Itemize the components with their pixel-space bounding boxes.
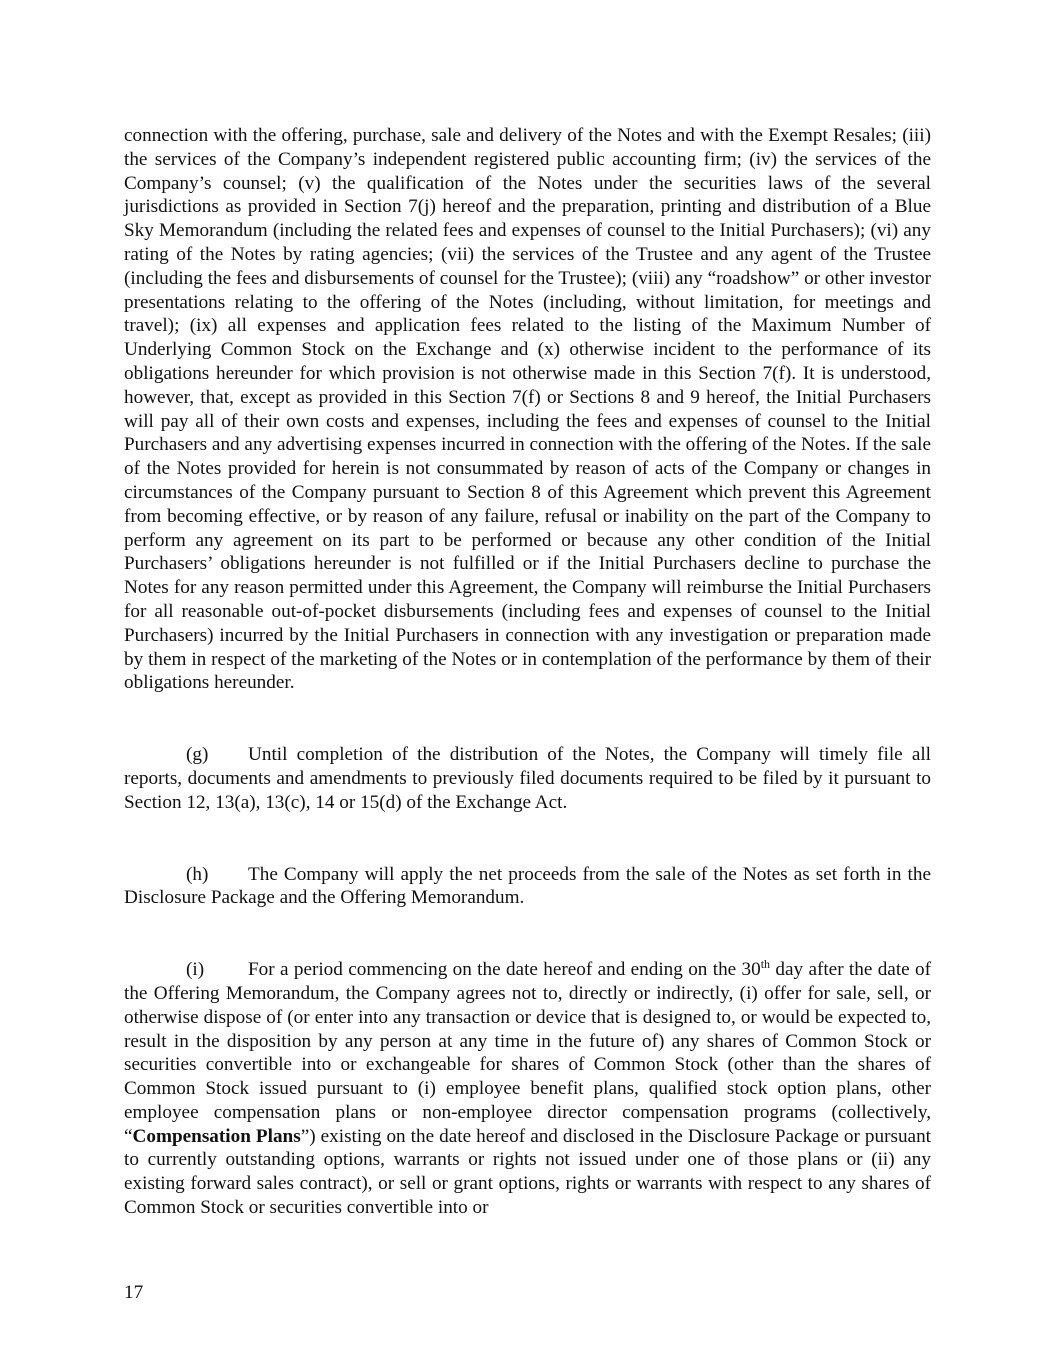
paragraph-i-label: (i) [186,959,205,981]
paragraph-g [124,743,931,814]
page-number: 17 [124,1282,144,1303]
paragraph-h-label: (h) [186,863,209,885]
defined-term-compensation-plans: Compensation Plans [132,1125,301,1147]
document-page [124,124,931,1220]
paragraph-h [124,863,931,911]
ordinal-suffix: th [760,957,771,972]
paragraph-h-text: The Company will apply the net proceeds from the sale of the Notes as set forth in the Disclosure Package and the Offering Memorandum. [124,863,931,909]
paragraph-g-text: Until completion of the distribution of the Notes, the Company will timely file all reports, documents and amendments to previously filed documents required to be filed by it pursuant to Section 12, 13(a), 13(c), 14 or 15(d) of the Exchange Act. [124,744,931,813]
paragraph-i [124,958,931,1220]
paragraph-f-continuation: connection with the offering, purchase, sale and delivery of the Notes and with the Exempt Resales; (iii) the services of the Company’s independent registered public accounting firm; (iv) the services of the Company’s counsel; (v) the qualification of the Notes under the securities laws of the several jurisdictions as provided in Section 7(j) hereof and the preparation, printing and distribution of a Blue Sky Memorandum (including the related fees and expenses of counsel to the Initial Purchasers); (vi) any rating of the Notes by rating agencies; (vii) the services of the Trustee and any agent of the Trustee (including the fees and disbursements of counsel for the Trustee); (viii) any “roadshow” or other investor presentations relating to the offering of the Notes (including, without limitation, for meetings and travel); (ix) all expenses and application fees related to the listing of the Maximum Number of Underlying Common Stock on the Exchange and (x) otherwise incident to the performance of its obligations hereunder for which provision is not otherwise made in this Section 7(f). It is understood, however, that, except as provided in this Section 7(f) or Sections 8 and 9 hereof, the Initial Purchasers will pay all of their own costs and expenses, including the fees and expenses of counsel to the Initial Purchasers and any advertising expenses incurred in connection with the offering of the Notes. If the sale of the Notes provided for herein is not consummated by reason of acts of the Company or changes in circumstances of the Company pursuant to Section 8 of this Agreement which prevent this Agreement from becoming effective, or by reason of any failure, refusal or inability on the part of the Company to perform any agreement on its part to be performed or because any other condition of the Initial Purchasers’ obligations hereunder is not fulfilled or if the Initial Purchasers decline to purchase the Notes for any reason permitted under this Agreement, the Company will reimburse the Initial Purchasers for all reasonable out-of-pocket disbursements (including fees and expenses of counsel to the Initial Purchasers) incurred by the Initial Purchasers in connection with any investigation or preparation made by them in respect of the marketing of the Notes or in contemplation of the performance by them of their obligations hereunder. [124,125,931,694]
paragraph-i-text-start: For a period commencing on the date hereof and ending on the 30 [248,959,761,981]
paragraph-i-text-end: ”) existing on the date hereof and disclosed in the Disclosure Package or pursuant to currently outstanding options, warrants or rights not issued under one of those plans or (ii) any existing forward sales contract), or sell or grant options, rights or warrants with respect to any shares of Common Stock or securities convertible into or [124,1125,932,1219]
paragraph-i-text-middle: day after the date of the Offering Memorandum, the Company agrees not to, directly or indirectly, (i) offer for sale, sell, or otherwise dispose of (or enter into any transaction or device that is designed to, or would be expected to, result in the disposition by any person at any time in the future of) any shares of Common Stock or securities convertible into or exchangeable for shares of Common Stock (other than the shares of Common Stock issued pursuant to (i) employee benefit plans, qualified stock option plans, other employee compensation plans or non-employee director compensation programs (collectively, “ [124,959,931,1147]
paragraph-g-label: (g) [186,744,209,766]
